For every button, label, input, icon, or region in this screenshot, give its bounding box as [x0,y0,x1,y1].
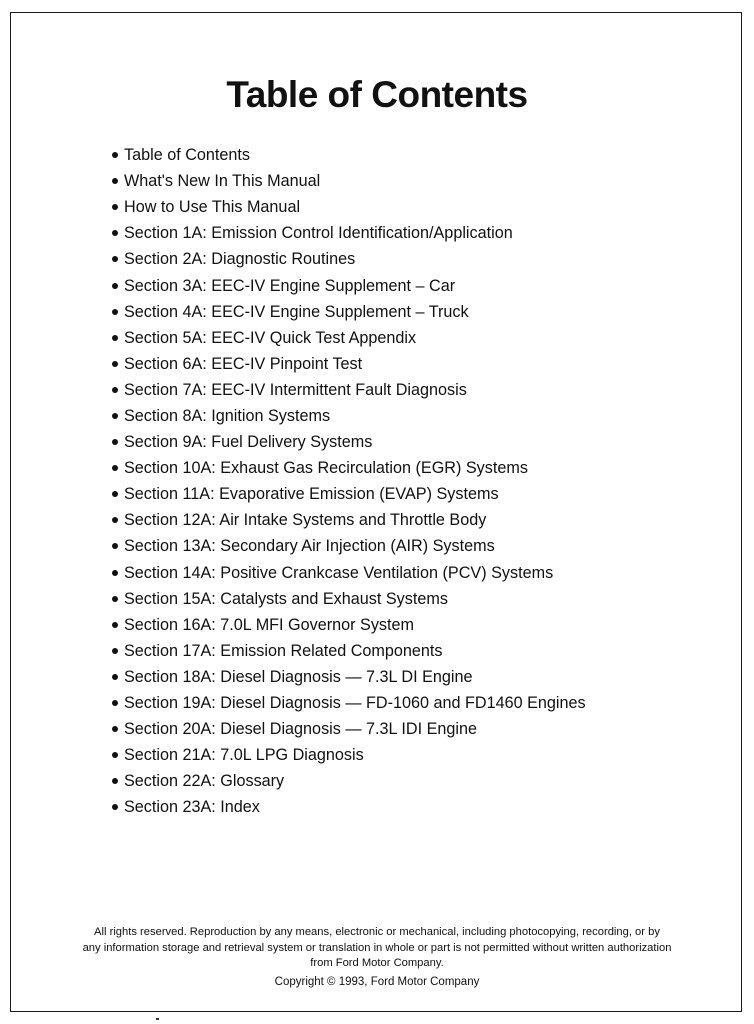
toc-item-label: Section 7A: EEC-IV Intermittent Fault Diagnosis [124,380,467,399]
page-title: Table of Contents [226,74,528,115]
toc-item-label: Section 5A: EEC-IV Quick Test Appendix [124,328,417,347]
toc-item [112,664,586,690]
bullet-icon [112,491,118,497]
bullet-icon [112,387,118,393]
toc-item [112,220,586,246]
toc-item-label: Section 21A: 7.0L LPG Diagnosis [124,746,364,765]
bullet-icon [112,152,118,158]
toc-item [112,194,586,220]
bullet-icon [112,230,118,236]
rights-notice-line-3: from Ford Motor Company. [310,957,444,969]
bullet-icon [112,283,118,289]
toc-item [112,351,586,377]
bullet-icon [112,178,118,184]
bullet-icon [112,778,118,784]
bullet-icon [112,439,118,445]
toc-list [112,142,586,820]
toc-item-label: Section 19A: Diesel Diagnosis — FD-1060 and FD1460 Engines [124,694,586,713]
toc-item-label: Section 8A: Ignition Systems [124,406,331,425]
toc-item [112,429,586,455]
bullet-icon [112,700,118,706]
toc-item-label: Section 9A: Fuel Delivery Systems [124,433,373,452]
toc-item [112,716,586,742]
bullet-icon [112,622,118,628]
toc-item-label: Section 13A: Secondary Air Injection (AIR) Systems [124,537,495,556]
toc-item-label: Section 12A: Air Intake Systems and Throttle Body [124,511,487,530]
toc-item [112,142,586,168]
toc-item-label: Section 17A: Emission Related Components [124,641,443,660]
toc-item-label: Section 22A: Glossary [124,772,285,791]
toc-item-label: Section 4A: EEC-IV Engine Supplement – Truck [124,302,469,321]
toc-item [112,690,586,716]
toc-item-label: What's New In This Manual [124,172,321,191]
rights-notice [30,925,724,972]
toc-item-label: Section 11A: Evaporative Emission (EVAP) Systems [124,485,499,504]
bullet-icon [112,752,118,758]
toc-item [112,403,586,429]
bullet-icon [112,570,118,576]
toc-item-label: Section 10A: Exhaust Gas Recirculation (EGR) Systems [124,459,528,478]
toc-item-label: Section 1A: Emission Control Identification/Application [124,224,513,243]
toc-item-label: Section 15A: Catalysts and Exhaust Systems [124,589,448,608]
toc-item [112,612,586,638]
toc-item [112,377,586,403]
toc-item [112,507,586,533]
toc-item [112,246,586,272]
toc-item [112,742,586,768]
toc-item [112,768,586,794]
toc-item [112,533,586,559]
toc-item-label: Section 18A: Diesel Diagnosis — 7.3L DI Engine [124,667,473,686]
toc-item [112,586,586,612]
bullet-icon [112,204,118,210]
bullet-icon [112,335,118,341]
toc-item [112,481,586,507]
bullet-icon [112,309,118,315]
bullet-icon [112,674,118,680]
bullet-icon [112,804,118,810]
toc-item [112,638,586,664]
bullet-icon [112,413,118,419]
toc-item [112,455,586,481]
bullet-icon [112,726,118,732]
copyright-notice: Copyright © 1993, Ford Motor Company [274,976,480,988]
rights-notice-line-2: any information storage and retrieval system or translation in whole or part is not permitted without written authorization [82,941,672,954]
bullet-icon [112,517,118,523]
scan-mark [156,1018,159,1020]
toc-item-label: Table of Contents [124,146,250,165]
bullet-icon [112,543,118,549]
bullet-icon [112,596,118,602]
toc-item-label: Section 23A: Index [124,798,260,817]
bullet-icon [112,256,118,262]
toc-item [112,794,586,820]
toc-item [112,272,586,298]
toc-item [112,560,586,586]
toc-item [112,168,586,194]
toc-item [112,325,586,351]
bullet-icon [112,361,118,367]
toc-item-label: Section 16A: 7.0L MFI Governor System [124,615,414,634]
toc-item [112,299,586,325]
toc-item-label: Section 3A: EEC-IV Engine Supplement – Car [124,276,456,295]
toc-item-label: Section 14A: Positive Crankcase Ventilation (PCV) Systems [124,563,554,582]
bullet-icon [112,465,118,471]
bullet-icon [112,648,118,654]
toc-item-label: Section 20A: Diesel Diagnosis — 7.3L IDI Engine [124,720,478,739]
toc-item-label: Section 6A: EEC-IV Pinpoint Test [124,354,363,373]
toc-item-label: Section 2A: Diagnostic Routines [124,250,356,269]
rights-notice-line-1: All rights reserved. Reproduction by any means, electronic or mechanical, including photocopying, recording, or by [94,926,660,938]
toc-item-label: How to Use This Manual [124,198,301,217]
